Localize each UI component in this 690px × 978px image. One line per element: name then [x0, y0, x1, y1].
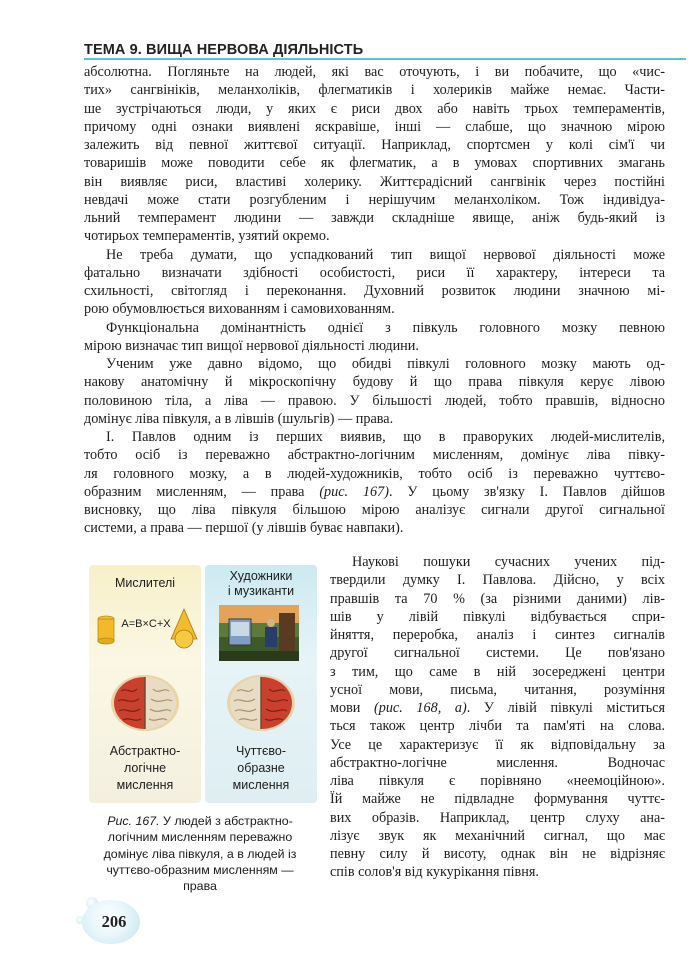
main-text	[84, 63, 665, 538]
text-line: чотирьох темпераментів, узятий окремо.	[84, 228, 330, 245]
text-line: ше зустрічаються люди, у яких є риси двох або навіть трьох темпераментів,	[84, 100, 665, 117]
artists-bottom-line-2: образне	[237, 761, 285, 775]
artists-bottom-line-3: мислення	[232, 778, 290, 792]
text-line: ліва півкуля є порівняно «неемоційною».	[330, 773, 665, 789]
text-line: мірою визначає тип вищої нервової діяльності людини.	[84, 337, 419, 354]
brain-left-dominant-icon	[109, 673, 181, 733]
artists-title-line-1: Художники	[229, 569, 293, 583]
text-line: системи, а права — першої (у лівшів буває навпаки).	[84, 520, 404, 537]
text-fragment: мови	[330, 700, 361, 716]
figure-reference-168a: (рис. 168, а)	[374, 700, 467, 716]
text-line: шів у лівій півкулі відбувається спри-	[330, 608, 665, 625]
text-line: висновку, що ліва півкуля більшою мірою аналізує сигнали другої сигнальної	[84, 502, 665, 518]
text-line: абстрактно-логічне мислення. Водночас	[330, 754, 665, 771]
page-number: 206	[101, 912, 127, 931]
text-line: він виявляє риси, властиві холерику. Життєрадісний сангвінік через постійні	[84, 173, 665, 190]
text-fragment: . У цьому зв'язку І. Павлов дійшов	[388, 483, 666, 500]
brain-right-dominant-icon	[225, 673, 297, 733]
text-line: ля головного мозку, а в людей-художників, тобто осіб із переважно чуттєво-	[84, 465, 665, 482]
text-line: Ученим уже давно відомо, що обидві півкулі головного мозку мають од-	[106, 356, 665, 372]
text-line: Не треба думати, що успадкований тип вищої нервової діяльності може	[106, 246, 665, 263]
paragraph-3	[84, 319, 665, 356]
header-rule	[84, 58, 686, 60]
thinkers-bottom-line-2: логічне	[123, 761, 167, 775]
text-line: половиною тіла, а ліва — правою. У більшості людей, тобто правшів, відносно	[84, 392, 665, 409]
text-line: тих» сангвініків, меланхоліків, флегматиків і холериків майже немає. Части-	[84, 82, 665, 99]
figure-caption	[84, 813, 316, 894]
text-line: фатально визначати здібності особистості, риси її характеру, інтереси та	[84, 264, 665, 281]
right-column-text	[330, 553, 665, 882]
paragraph-1	[84, 63, 665, 246]
text-fragment: . У лівій півкулі міститься	[466, 700, 666, 716]
text-line: Усе це характеризує її як відповідальну за	[330, 736, 665, 753]
text-line: йняття, переробка, аналіз і синтез сигналів	[330, 627, 665, 643]
text-line: І. Павлов одним із перших виявив, що в праворуких людей-мислителів,	[106, 429, 665, 445]
text-line: рою обумовлюється вихованням і самовихованням.	[84, 301, 395, 318]
text-line: Наукові пошуки сучасних учених під-	[352, 554, 665, 570]
artists-bottom-line-1: Чуттєво-	[235, 744, 287, 758]
text-line: правшів та 70 % (за різними даними) лів-	[330, 590, 665, 607]
text-line: накову анатомічну й мікроскопічну будову й що права півкуля керує лівою	[84, 374, 665, 391]
text-line	[84, 483, 665, 501]
caption-text: У людей з абстрактно-	[163, 814, 293, 828]
text-line: другої сигнальної системи. Це пов'язано	[330, 645, 665, 662]
text-line: залежить від певної життєвої ситуації. Наприклад, спортсмен у колі сім'ї чи	[84, 137, 665, 153]
thinkers-bottom-line-3: мислення	[116, 778, 174, 792]
text-line: причому одні ознаки виявлені яскравіше, інші — слабше, що значною мірою	[84, 118, 665, 135]
caption-line: домінує ліва півкуля, а в людей із	[103, 846, 297, 861]
text-line: товаришів може поводити себе як флегматик, а в умовах спортивних змагань	[84, 155, 665, 172]
text-line: невдачі може стати розгубленим і нерішучим меланхоліком. Тож індивідуа-	[84, 191, 665, 208]
page-header-title: ТЕМА 9. ВИЩА НЕРВОВА ДІЯЛЬНІСТЬ	[84, 42, 364, 58]
text-line: вих образів. Наприклад, центр слуху ана-	[330, 809, 665, 826]
text-line: льний темперамент людини — завжди складніше явище, аніж будь-який із	[84, 210, 665, 226]
figure-167	[89, 565, 316, 803]
painter-at-easel-image	[219, 605, 299, 661]
text-line: абсолютна. Погляньте на людей, які вас оточують, і ви побачите, що «чис-	[84, 64, 665, 80]
text-line	[330, 699, 665, 717]
text-line: ться також центр лічби та пам'яті на слова.	[330, 718, 665, 735]
caption-line: логічним мисленням переважно	[107, 830, 293, 845]
text-line: спів солов'я від кукурікання півня.	[330, 864, 539, 881]
thinkers-bottom-line-1: Абстрактно-	[109, 744, 181, 758]
text-line: твердили думку І. Павлова. Дійсно, у всіх	[330, 572, 665, 589]
caption-line: чуттєво-образним мисленням —	[106, 862, 294, 877]
text-line: Їй майже не підвладне формування чуттє-	[330, 791, 665, 808]
text-line: певну силу й висоту, однак він не відрізняє	[330, 846, 665, 862]
thinkers-title: Мислителі	[114, 576, 176, 590]
text-line: схильності, світогляд і переконання. Духовний розвиток людини значною мі-	[84, 283, 665, 299]
paragraph-5	[84, 428, 665, 538]
text-line: усної мови, письма, читання, розуміння	[330, 681, 665, 698]
text-line: з тим, що саме в ній зосереджені центри	[330, 663, 665, 680]
artists-title-line-2: і музиканти	[227, 584, 295, 598]
text-line: домінує ліва півкуля, а в лівшів (шульгів) — права.	[84, 410, 394, 427]
caption-line: права	[183, 879, 217, 894]
figure-reference-167: (рис. 167)	[319, 483, 389, 500]
text-line: тобто осіб із переважно абстрактно-логічним мисленням, домінує ліва півку-	[84, 447, 665, 464]
text-fragment: образним мисленням, — права	[84, 483, 305, 500]
formula-text: A=B×C+X	[121, 618, 171, 630]
paragraph-6	[330, 553, 665, 882]
caption-line	[84, 813, 316, 829]
caption-reference: Рис. 167.	[107, 814, 160, 828]
paragraph-2	[84, 246, 665, 319]
text-line: лізує звук як механічний сигнал, що має	[330, 827, 665, 844]
paragraph-4	[84, 355, 665, 428]
text-line: Функціональна домінантність однієї з півкуль головного мозку певною	[106, 319, 665, 336]
